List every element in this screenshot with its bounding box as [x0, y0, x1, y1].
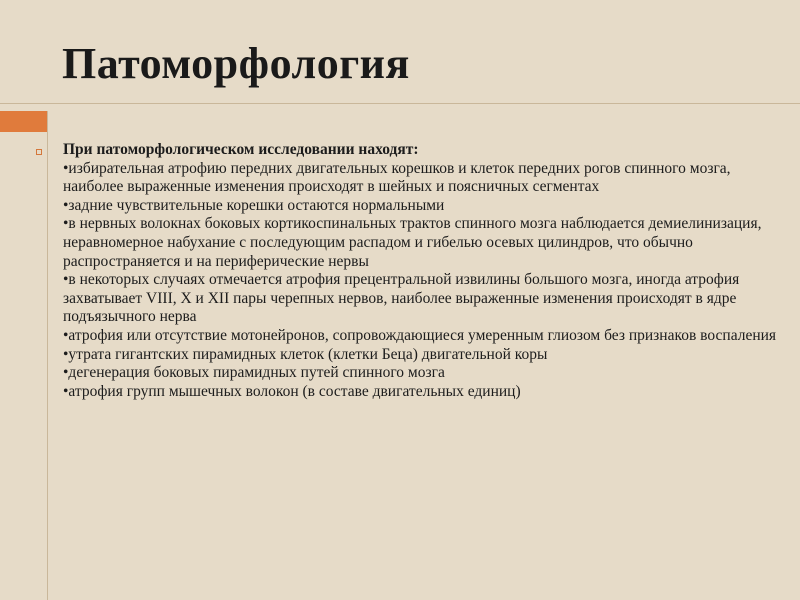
list-item: •в некоторых случаях отмечается атрофия прецентральной извилины большого мозга, иногда атрофия захватывает VIII, X и XII пары черепных нервов, наиболее выраженные изменения происходят в ядре подъязычного нерва	[63, 271, 740, 326]
list-item: •утрата гигантских пирамидных клеток (клетки Беца) двигательной коры	[63, 345, 548, 363]
accent-bar	[0, 111, 47, 132]
slide-body	[63, 141, 778, 401]
title-underline	[0, 103, 800, 104]
list-item: •в нервных волокнах боковых кортикоспинальных трактов спинного мозга наблюдается демиелинизация, неравномерное набухание с последующим распадом и гибелью осевых цилиндров, что обычно распространяется и на периферические нервы	[63, 215, 762, 270]
list-item: •избирательная атрофию передних двигательных корешков и клеток передних рогов спинного мозга, наиболее выраженные изменения происходят в шейных и поясничных сегментах	[63, 159, 731, 196]
list-item: •атрофия групп мышечных волокон (в составе двигательных единиц)	[63, 382, 521, 400]
list-item: •задние чувствительные корешки остаются нормальными	[63, 196, 445, 214]
list-item: •дегенерация боковых пирамидных путей спинного мозга	[63, 364, 445, 382]
list-item: •атрофия или отсутствие мотонейронов, сопровождающиеся умеренным глиозом без признаков воспаления	[63, 326, 777, 344]
square-bullet-icon	[36, 149, 42, 155]
slide-title: Патоморфология	[62, 39, 410, 88]
body-heading: При патоморфологическом исследовании находят:	[63, 141, 419, 158]
vertical-divider	[47, 111, 48, 600]
